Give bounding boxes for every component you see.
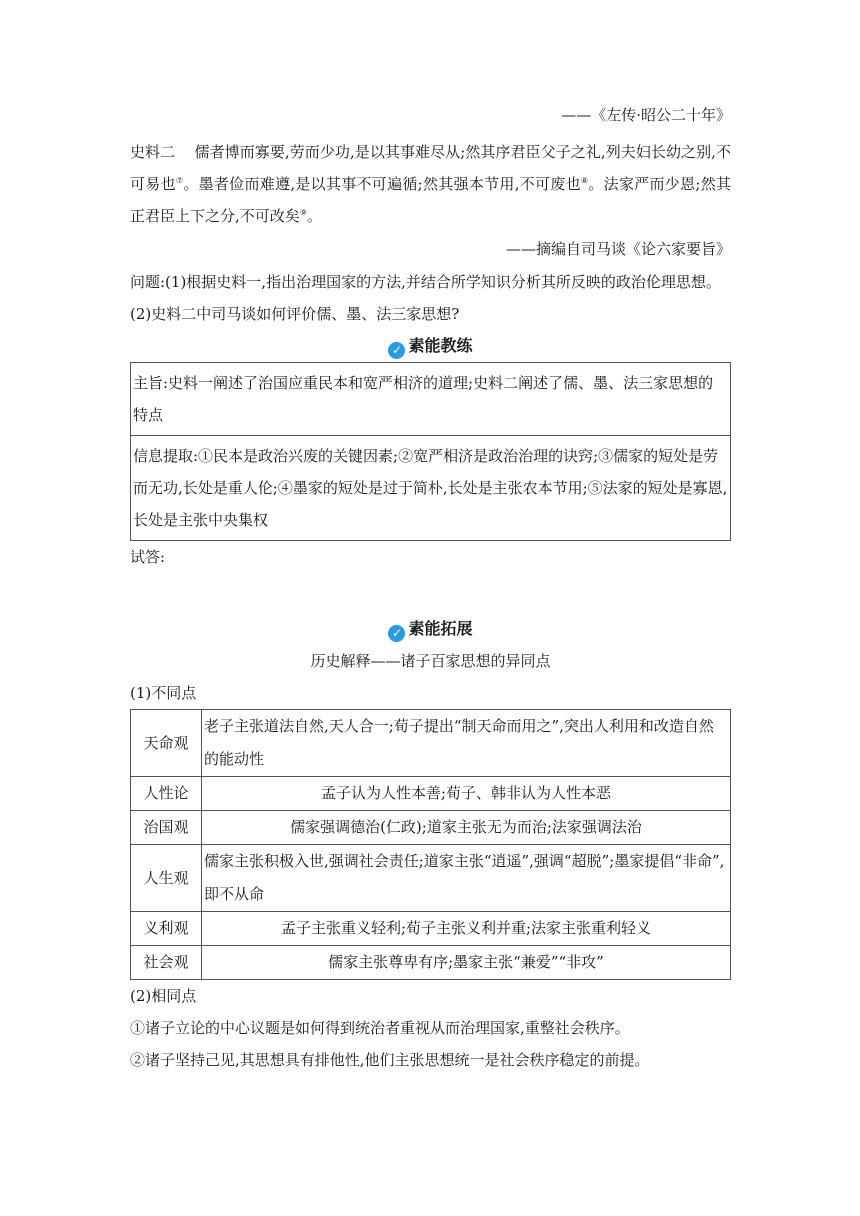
row-key: 天命观 [131, 710, 202, 777]
source2-text-d: 。法家严而少恩; [588, 175, 701, 193]
footnote-marker-7: ⑦ [175, 176, 184, 185]
row-key: 人生观 [131, 845, 202, 912]
source2-text-b: 不可易也 [130, 143, 731, 193]
source2-label: 史料二 [130, 143, 176, 161]
document-page [130, 104, 731, 1076]
table-row [131, 845, 731, 912]
comparison-table [130, 709, 731, 980]
table-row [131, 710, 731, 777]
practice-title: 素能教练 [408, 336, 473, 355]
row-key: 治国观 [131, 811, 202, 845]
extend-subtitle: 历史解释——诸子百家思想的异同点 [310, 652, 551, 670]
source2-text-f: 。 [306, 207, 322, 225]
table-row [131, 811, 731, 845]
check-circle-icon: ✓ [388, 342, 405, 359]
practice-heading [130, 330, 731, 362]
extend-heading [130, 613, 731, 645]
similarity-2: ②诸子坚持己见,其思想具有排他性,他们主张思想统一是社会秩序稳定的前提。 [130, 1051, 650, 1069]
source2-citation: ——摘编自司马谈《论六家要旨》 [505, 240, 731, 258]
extend-title: 素能拓展 [408, 619, 473, 638]
practice-box [130, 362, 731, 541]
row-value: 老子主张道法自然,天人合一;荀子提出“制天命而用之”,突出人利用和改造自然的能动性 [202, 710, 731, 777]
info-cell: 信息提取:①民本是政治兴废的关键因素;②宽严相济是政治治理的诀窍;③儒家的短处是劳而无功,长处是重人伦;④墨家的短处是过于简朴,长处是主张农本节用;⑤法家的短处是寡恩,长处是主张中央集权 [131, 435, 730, 540]
similarities-label: (2)相同点 [130, 987, 197, 1005]
source2-text-e: 然其正君臣上下之分,不可改矣 [130, 175, 732, 225]
row-value: 儒家强调德治(仁政);道家主张无为而治;法家强调法治 [202, 811, 731, 845]
source2-text-a: 儒者博而寡要,劳而少功,是以其事难尽从;然其序君臣父子之礼,列夫妇长幼之别, [194, 143, 716, 161]
footnote-marker-8: ⑧ [580, 176, 589, 185]
row-key: 人性论 [131, 777, 202, 811]
source1-citation: ——《左传·昭公二十年》 [561, 106, 731, 124]
row-key: 社会观 [131, 946, 202, 980]
source2-paragraph [130, 136, 731, 232]
row-value: 儒家主张积极入世,强调社会责任;道家主张“逍遥”,强调“超脱”;墨家提倡“非命”,即不从命 [202, 845, 731, 912]
table-row [131, 912, 731, 946]
row-value: 孟子主张重义轻利;荀子主张义利并重;法家主张重利轻义 [202, 912, 731, 946]
question-1: 问题:(1)根据史料一,指出治理国家的方法,并结合所学知识分析其所反映的政治伦理思想。 [130, 273, 721, 291]
answer-label: 试答: [130, 548, 166, 566]
differences-label: (1)不同点 [130, 684, 197, 702]
footnote-marker-9: ⑨ [299, 208, 307, 217]
row-value: 儒家主张尊卑有序;墨家主张“兼爱”“非攻” [202, 946, 731, 980]
question-2: (2)史料二中司马谈如何评价儒、墨、法三家思想? [130, 305, 460, 323]
table-row [131, 946, 731, 980]
row-key: 义利观 [131, 912, 202, 946]
similarity-1: ①诸子立论的中心议题是如何得到统治者重视从而治理国家,重整社会秩序。 [130, 1019, 630, 1037]
source2-text-c: 。墨者俭而难遵,是以其事不可遍循;然其强本节用,不可废也 [183, 175, 581, 193]
main-idea-cell: 主旨:史料一阐述了治国应重民本和宽严相济的道理;史料二阐述了儒、墨、法三家思想的特点 [133, 374, 714, 424]
check-circle-icon: ✓ [388, 625, 405, 642]
table-row [131, 777, 731, 811]
row-value: 孟子认为人性本善;荀子、韩非认为人性本恶 [202, 777, 731, 811]
